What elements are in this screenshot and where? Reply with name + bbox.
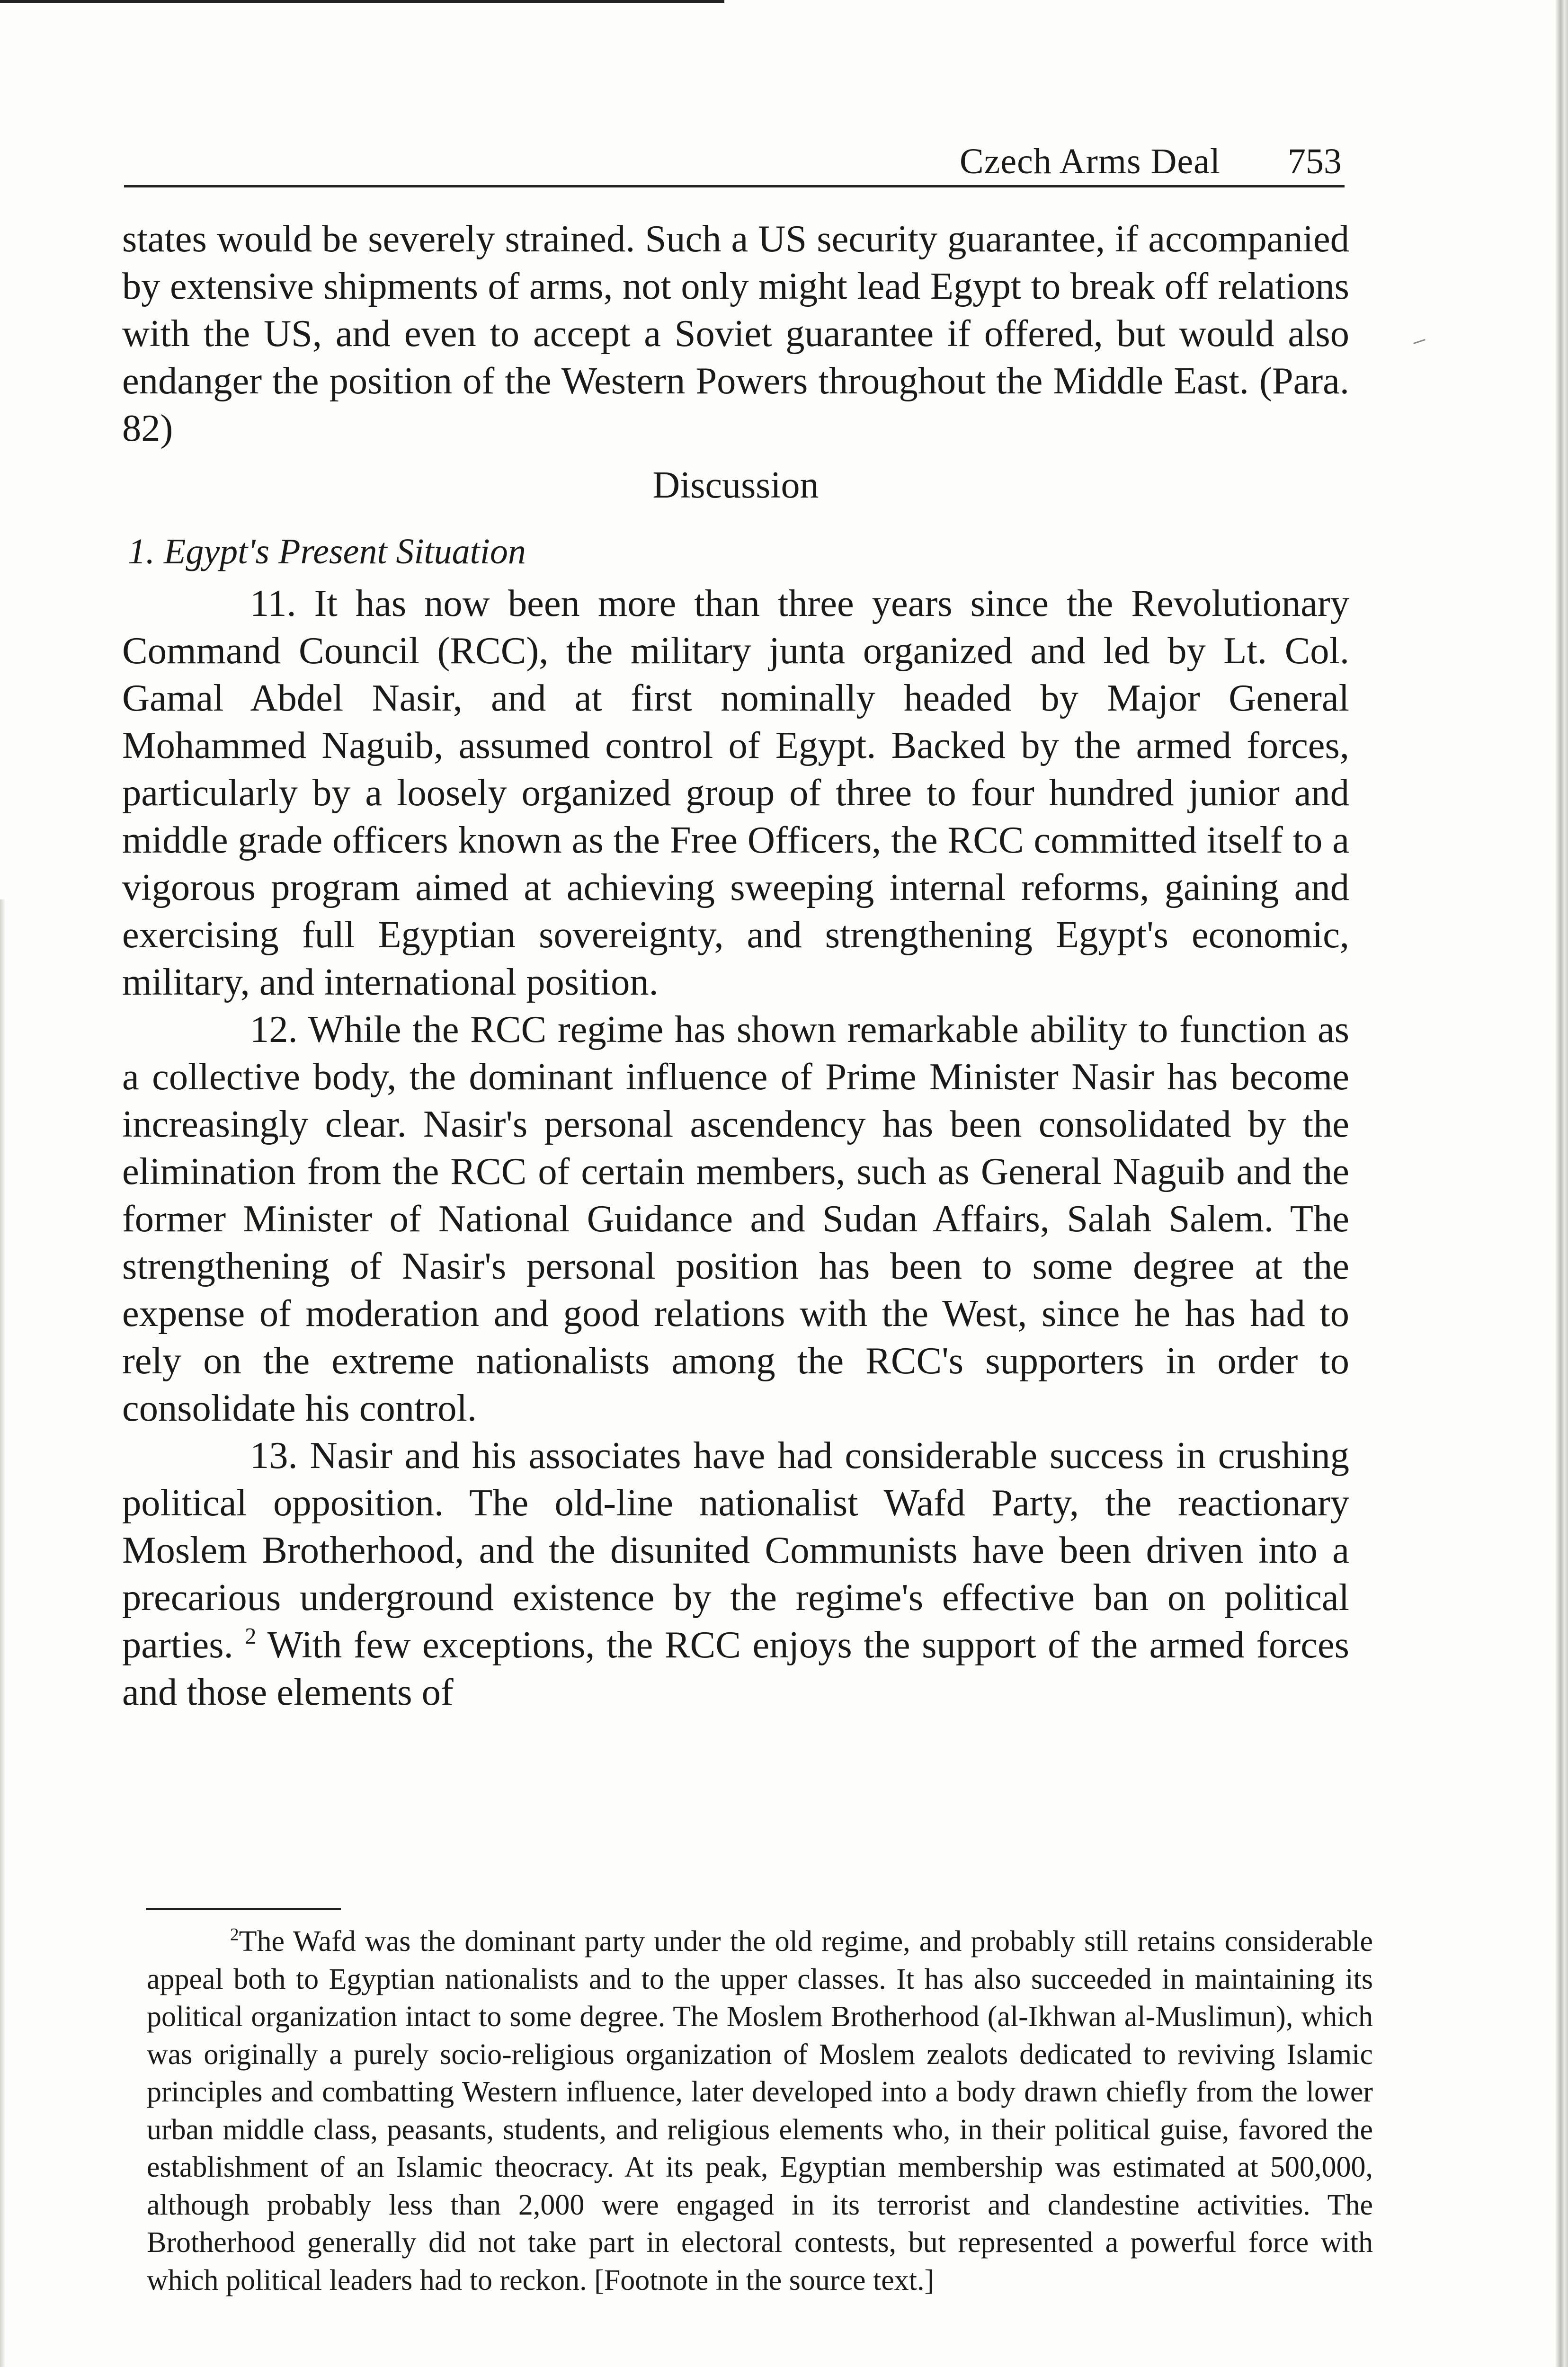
paragraph-13-continuation: With few exceptions, the RCC enjoys the support of the armed forces and those elements of [122,1624,1349,1713]
running-header [124,127,1345,187]
paragraph-12: 12. While the RCC regime has shown remarkable ability to function as a collective body, the dominant influence of Prime Minister Nasir has become increasingly clear. Nasir's personal ascendency has been consolidated by the elimination from the RCC of certain members, such as General Naguib and the former Minister of National Guidance and Sudan Affairs, Salah Salem. The strengthening of Nasir's personal position has been to some degree at the expense of moderation and good relations with the West, since he has had to rely on the extreme nationalists among the RCC's supporters in order to consolidate his control. [122,1008,1349,1429]
footnote-marker: 2 [230,1925,239,1945]
page-number: 753 [1288,142,1342,181]
footnote-text: The Wafd was the dominant party under the old regime, and probably still retains considerable appeal both to Egyptian nationalists and to the upper classes. It has also succeeded in maintaining its political organization intact to some degree. The Moslem Brotherhood (al-Ikhwan al-Muslimun), which was originally a purely socio-religious organization of Moslem zealots dedicated to reviving Islamic principles and combatting Western influence, later developed into a body drawn chiefly from the lower urban middle class, peasants, students, and religious elements who, in their political guise, favored the establishment of an Islamic theocracy. At its peak, Egyptian membership was estimated at 500,000, although probably less than 2,000 were engaged in its terrorist and clandestine activities. The Brotherhood generally did not take part in electoral contests, but represented a powerful force with which political leaders had to reckon. [Footnote in the source text.] [147,1925,1373,2296]
footnote-separator [146,1908,341,1910]
left-scan-edge [0,899,5,2367]
paragraph-11: 11. It has now been more than three years since the Revolutionary Command Council (RCC), the military junta organized and led by Lt. Col. Gamal Abdel Nasir, and at first nominally headed by Major General Mohammed Naguib, assumed control of Egypt. Backed by the armed forces, particularly by a loosely organized group of three to four hundred junior and middle grade officers known as the Free Officers, the RCC committed itself to a vigorous program aimed at achieving sweeping internal reforms, gaining and exercising full Egyptian sovereignty, and strengthening Egypt's economic, military, and international position. [122,582,1349,1003]
footnote [147,1923,1373,2299]
paragraph-13-text: 13. Nasir and his associates have had considerable success in crushing political opposition. The old-line nationalist Wafd Party, the reactionary Moslem Brotherhood, and the disunited Communists have been driven into a precarious underground existence by the regime's effective ban on political parties. [122,1434,1349,1666]
right-scan-edge [1556,0,1568,2367]
subsection-heading: 1. Egypt's Present Situation [128,532,526,571]
section-heading: Discussion [652,464,819,506]
top-scan-rule [0,0,724,3]
body-text [122,215,1349,1716]
opening-paragraph: states would be severely strained. Such a US security guarantee, if accompanied by extensive shipments of arms, not only might lead Egypt to break off relations with the US, and even to accept a Soviet guarantee if offered, but would also endanger the position of the Western Powers throughout the Middle East. (Para. 82) [122,218,1349,449]
paragraph-13 [122,1432,1349,1716]
margin-pencil-mark [1413,339,1425,344]
header-title: Czech Arms Deal [959,142,1221,181]
footnote-reference: 2 [245,1624,257,1649]
